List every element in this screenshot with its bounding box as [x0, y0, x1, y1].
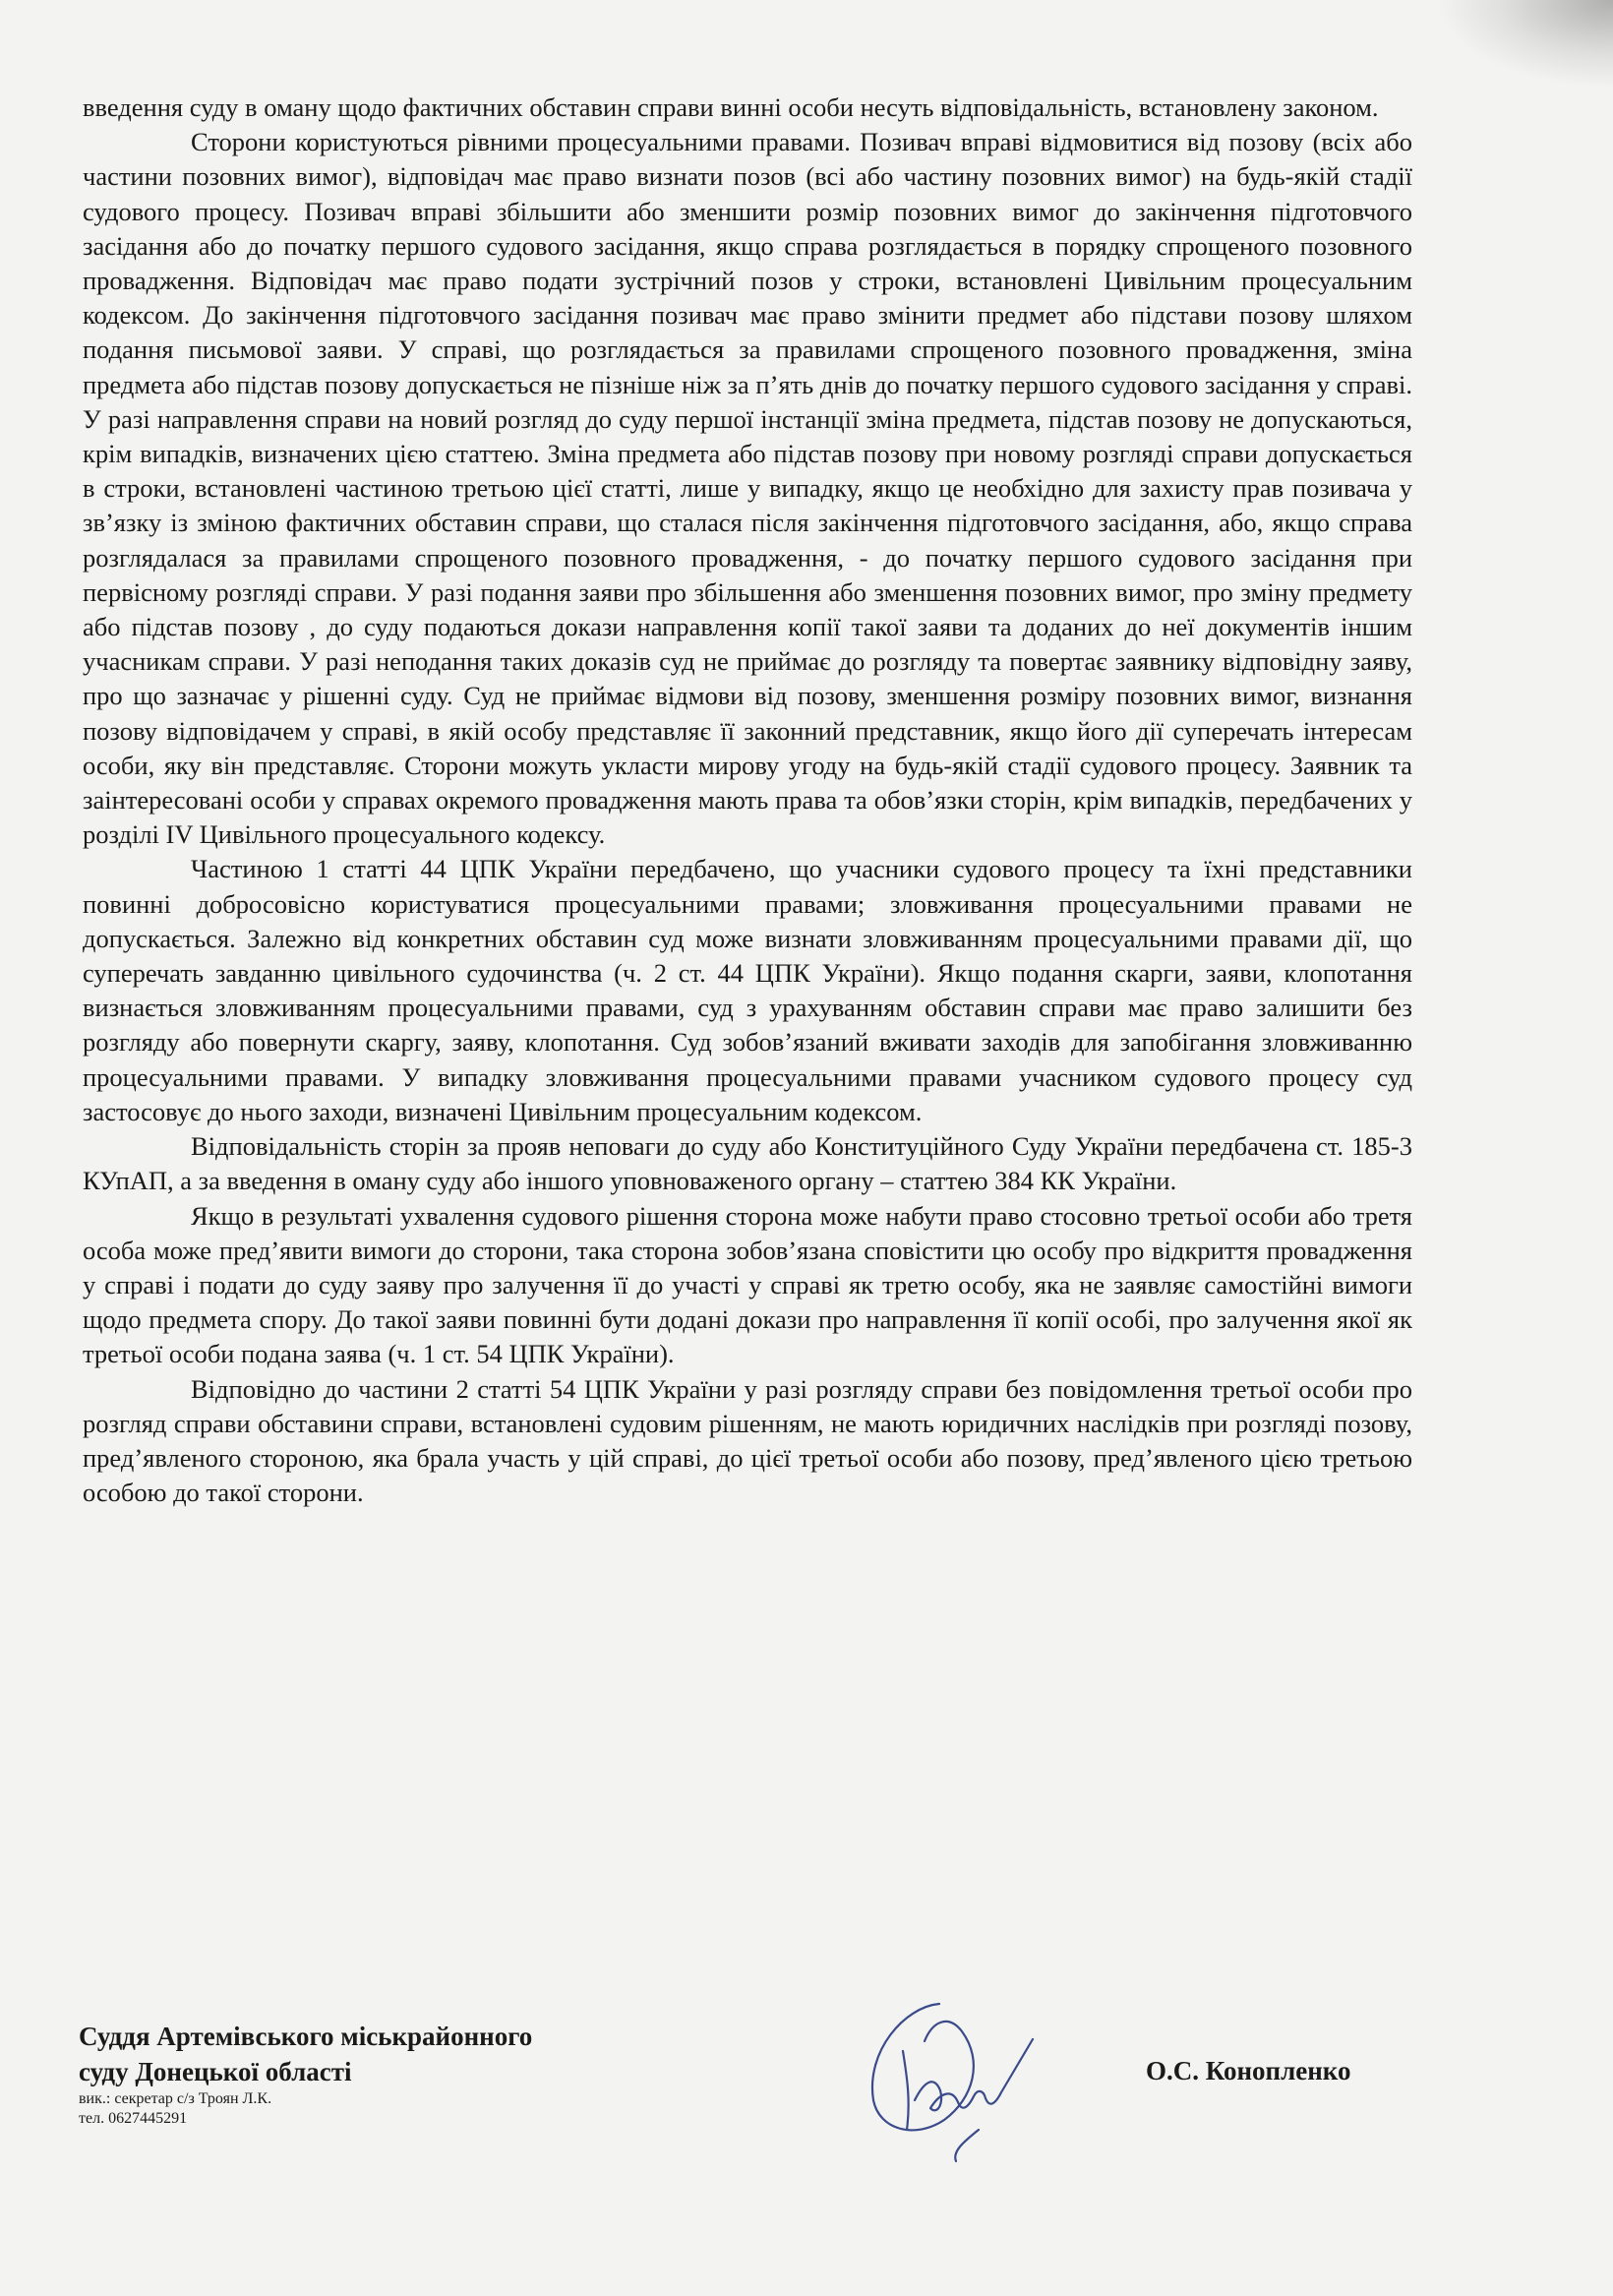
executor-note: вик.: секретар с/з Троян Л.К. — [79, 2090, 272, 2107]
phone-note: тел. 0627445291 — [79, 2110, 188, 2127]
paragraph-5: Якщо в результаті ухвалення судового рішення сторона може набути право стосовно третьої особи або третя особа може пред’явити вимоги до сторони, така сторона зобов’язана сповістити цю особу про відкриття провадження у справі і подати до суду заяву про залучення її до участі у справі як третю особу, яка не заявляє самостійні вимоги щодо предмета спору. До такої заяви повинні бути додані докази про направлення її копії особі, про залучення якої як третьої особи подана заява (ч. 1 ст. 54 ЦПК України). — [83, 1200, 1412, 1369]
judge-position-line2: суду Донецької області — [79, 2057, 352, 2086]
paragraph-2: Сторони користуються рівними процесуальними правами. Позивач вправі відмовитися від позову (всіх або частини позовних вимог), відповідач має право визнати позов (всі або частину позовних вимог) на будь-якій стадії судового процесу. Позивач вправі збільшити або зменшити розмір позовних вимог до закінчення підготовчого засідання або до початку першого судового засідання, якщо справа розглядається в порядку спрощеного позовного провадження. Відповідач має право подати зустрічний позов у строки, встановлені Цивільним процесуальним кодексом. До закінчення підготовчого засідання позивач має право змінити предмет або підстави позову шляхом подання письмової заяви. У справі, що розглядається за правилами спрощеного позовного провадження, зміна предмета або підстав позову допускається не пізніше ніж за п’ять днів до початку першого судового засідання у справі. У разі направлення справи на новий розгляд до суду першої інстанції зміна предмета, підстав позову не допускаються, крім випадків, визначених цією статтею. Зміна предмета або підстав позову при новому розгляді справи допускається в строки, встановлені частиною третьою цієї статті, лише у випадку, якщо це необхідно для захисту прав позивача у зв’язку із зміною фактичних обставин справи, що сталася після закінчення підготовчого засідання, або, якщо справа розглядалася за правилами спрощеного позовного провадження, - до початку першого судового засідання при первісному розгляді справи. У разі подання заяви про збільшення або зменшення позовних вимог, про зміну предмету або підстав позову , до суду подаються докази направлення копії такої заяви та доданих до неї документів іншим учасникам справи. У разі неподання таких доказів суд не приймає до розгляду та повертає заявнику відповідну заяву, про що зазначає у рішенні суду. Суд не приймає відмови від позову, зменшення розміру позовних вимог, визнання позову відповідачем у справі, в якій особу представляє її законний представник, якщо його дії суперечать інтересам особи, яку він представляє. Сторони можуть укласти мирову угоду на будь-якій стадії судового процесу. Заявник та заінтересовані особи у справах окремого провадження мають права та обов’язки сторін, крім випадків, передбачених у розділі IV Цивільного процесуального кодексу. — [83, 127, 1412, 850]
handwritten-signature — [846, 1982, 1062, 2169]
paragraph-1: введення суду в оману щодо фактичних обставин справи винні особи несуть відповідальність, встановлену законом. — [83, 92, 1379, 122]
scan-shadow — [1436, 0, 1613, 89]
paragraph-6: Відповідно до частини 2 статті 54 ЦПК України у разі розгляду справи без повідомлення третьої особи про розгляд справи обставини справи, встановлені судовим рішенням, не мають юридичних наслідків при розгляді позову, пред’явленого стороною, яка брала участь у цій справі, до цієї третьої особи або позову, пред’явленого цією третьою особою до такої сторони. — [83, 1373, 1412, 1508]
judge-position-line1: Суддя Артемівського міськрайонного — [79, 2022, 533, 2051]
document-body — [83, 91, 1412, 1510]
paragraph-4: Відповідальність сторін за прояв неповаги до суду або Конституційного Суду України передбачена ст. 185-3 КУпАП, а за введення в оману суду або іншого уповноваженого органу – статтею 384 КК України. — [83, 1131, 1412, 1196]
judge-name: О.С. Коноплeнко — [1146, 2056, 1351, 2085]
paragraph-3: Частиною 1 статті 44 ЦПК України передбачено, що учасники судового процесу та їхні представники повинні добросовісно користуватися процесуальними правами; зловживання процесуальними правами не допускається. Залежно від конкретних обставин суд може визнати зловживанням процесуальними правами дії, що суперечать завданню цивільного судочинства (ч. 2 ст. 44 ЦПК України). Якщо подання скарги, заяви, клопотання визнається зловживанням процесуальними правами, суд з урахуванням обставин справи має право залишити без розгляду або повернути скаргу, заяву, клопотання. Суд зобов’язаний вживати заходів для запобігання зловживанню процесуальними правами. У випадку зловживання процесуальними правами учасником судового процесу суд застосовує до нього заходи, визначені Цивільним процесуальним кодексом. — [83, 854, 1412, 1126]
signature-block — [79, 2019, 532, 2129]
